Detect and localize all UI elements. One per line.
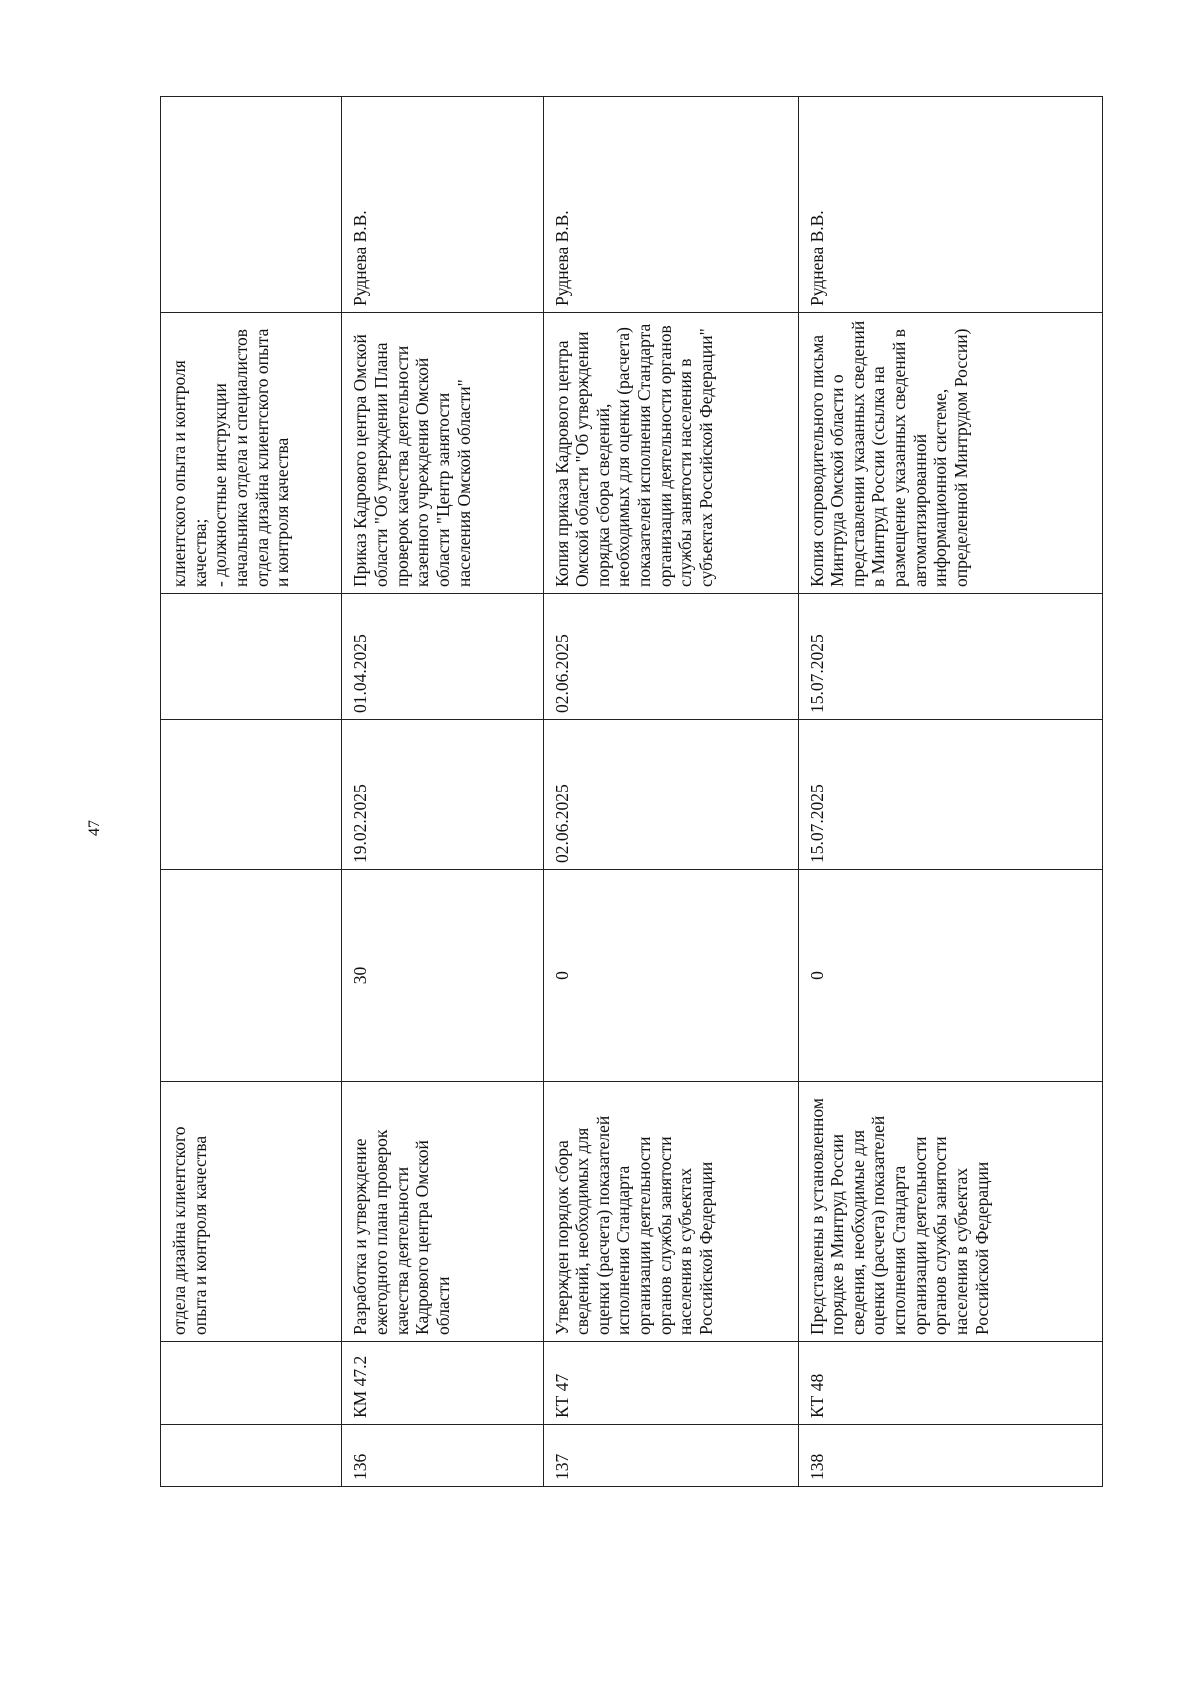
table-row — [161, 97, 342, 1487]
row-code — [161, 1342, 342, 1425]
row-number: 138 — [798, 1425, 1103, 1487]
row-document — [161, 313, 342, 594]
row-responsible: Руднева В.В. — [543, 97, 798, 313]
row-date-start — [161, 720, 342, 870]
row-number: 137 — [543, 1425, 798, 1487]
row-value: 0 — [798, 870, 1103, 1082]
row-date-end — [161, 594, 342, 720]
table-row — [342, 97, 543, 1487]
row-document: Копия сопроводительного письма Минтруда Омской области о представлении указанных сведений в Минтруд России (ссылка на размещение указанных сведений в автоматизированной информационной системе, определенной Минтрудом России) — [798, 313, 1103, 594]
row-date-start: 02.06.2025 — [543, 720, 798, 870]
row-date-start: 15.07.2025 — [798, 720, 1103, 870]
row-date-start: 19.02.2025 — [342, 720, 543, 870]
row-responsible — [161, 97, 342, 313]
row-title: Разработка и утверждение ежегодного плана проверок качества деятельности Кадрового центра Омской области — [342, 1082, 543, 1342]
row-document: Копия приказа Кадрового центра Омской области "Об утверждении порядка сбора сведений, необходимых для оценки (расчета) показателей исполнения Стандарта организации деятельности органов службы занятости населения в субъектах Российской Федерации" — [543, 313, 798, 594]
row-number: 136 — [342, 1425, 543, 1487]
row-date-end: 01.04.2025 — [342, 594, 543, 720]
row-date-end: 02.06.2025 — [543, 594, 798, 720]
row-title: Представлены в установленном порядке в Минтруд России сведения, необходимые для оценки (расчета) показателей исполнения Стандарта организации деятельности органов службы занятости населения в субъектах Российской Федерации — [798, 1082, 1103, 1342]
page-number: 47 — [86, 820, 103, 836]
table-row — [543, 97, 798, 1487]
row-date-end: 15.07.2025 — [798, 594, 1103, 720]
row-code: КТ 48 — [798, 1342, 1103, 1425]
row-document: Приказ Кадрового центра Омской области "Об утверждении Плана проверок качества деятельности казенного учреждения Омской области "Центр занятости населения Омской области" — [342, 313, 543, 594]
rotated-table-container — [160, 97, 1103, 1487]
row-responsible: Руднева В.В. — [342, 97, 543, 313]
row-document-text: клиентского опыта и контроля качества; - должностные инструкции начальника отдела и специалистов отдела дизайна клиентского опыта и контроля качества — [169, 328, 293, 587]
table-row — [798, 97, 1103, 1487]
row-value: 30 — [342, 870, 543, 1082]
row-code: КМ 47.2 — [342, 1342, 543, 1425]
row-responsible: Руднева В.В. — [798, 97, 1103, 313]
row-code: КТ 47 — [543, 1342, 798, 1425]
row-title: отдела дизайна клиентского опыта и контроля качества — [161, 1082, 342, 1342]
row-title: Утвержден порядок сбора сведений, необходимых для оценки (расчета) показателей исполнения Стандарта организации деятельности органов службы занятости населения в субъектах Российской Федерации — [543, 1082, 798, 1342]
row-value — [161, 870, 342, 1082]
row-value: 0 — [543, 870, 798, 1082]
row-number — [161, 1425, 342, 1487]
plan-table — [160, 96, 1103, 1487]
